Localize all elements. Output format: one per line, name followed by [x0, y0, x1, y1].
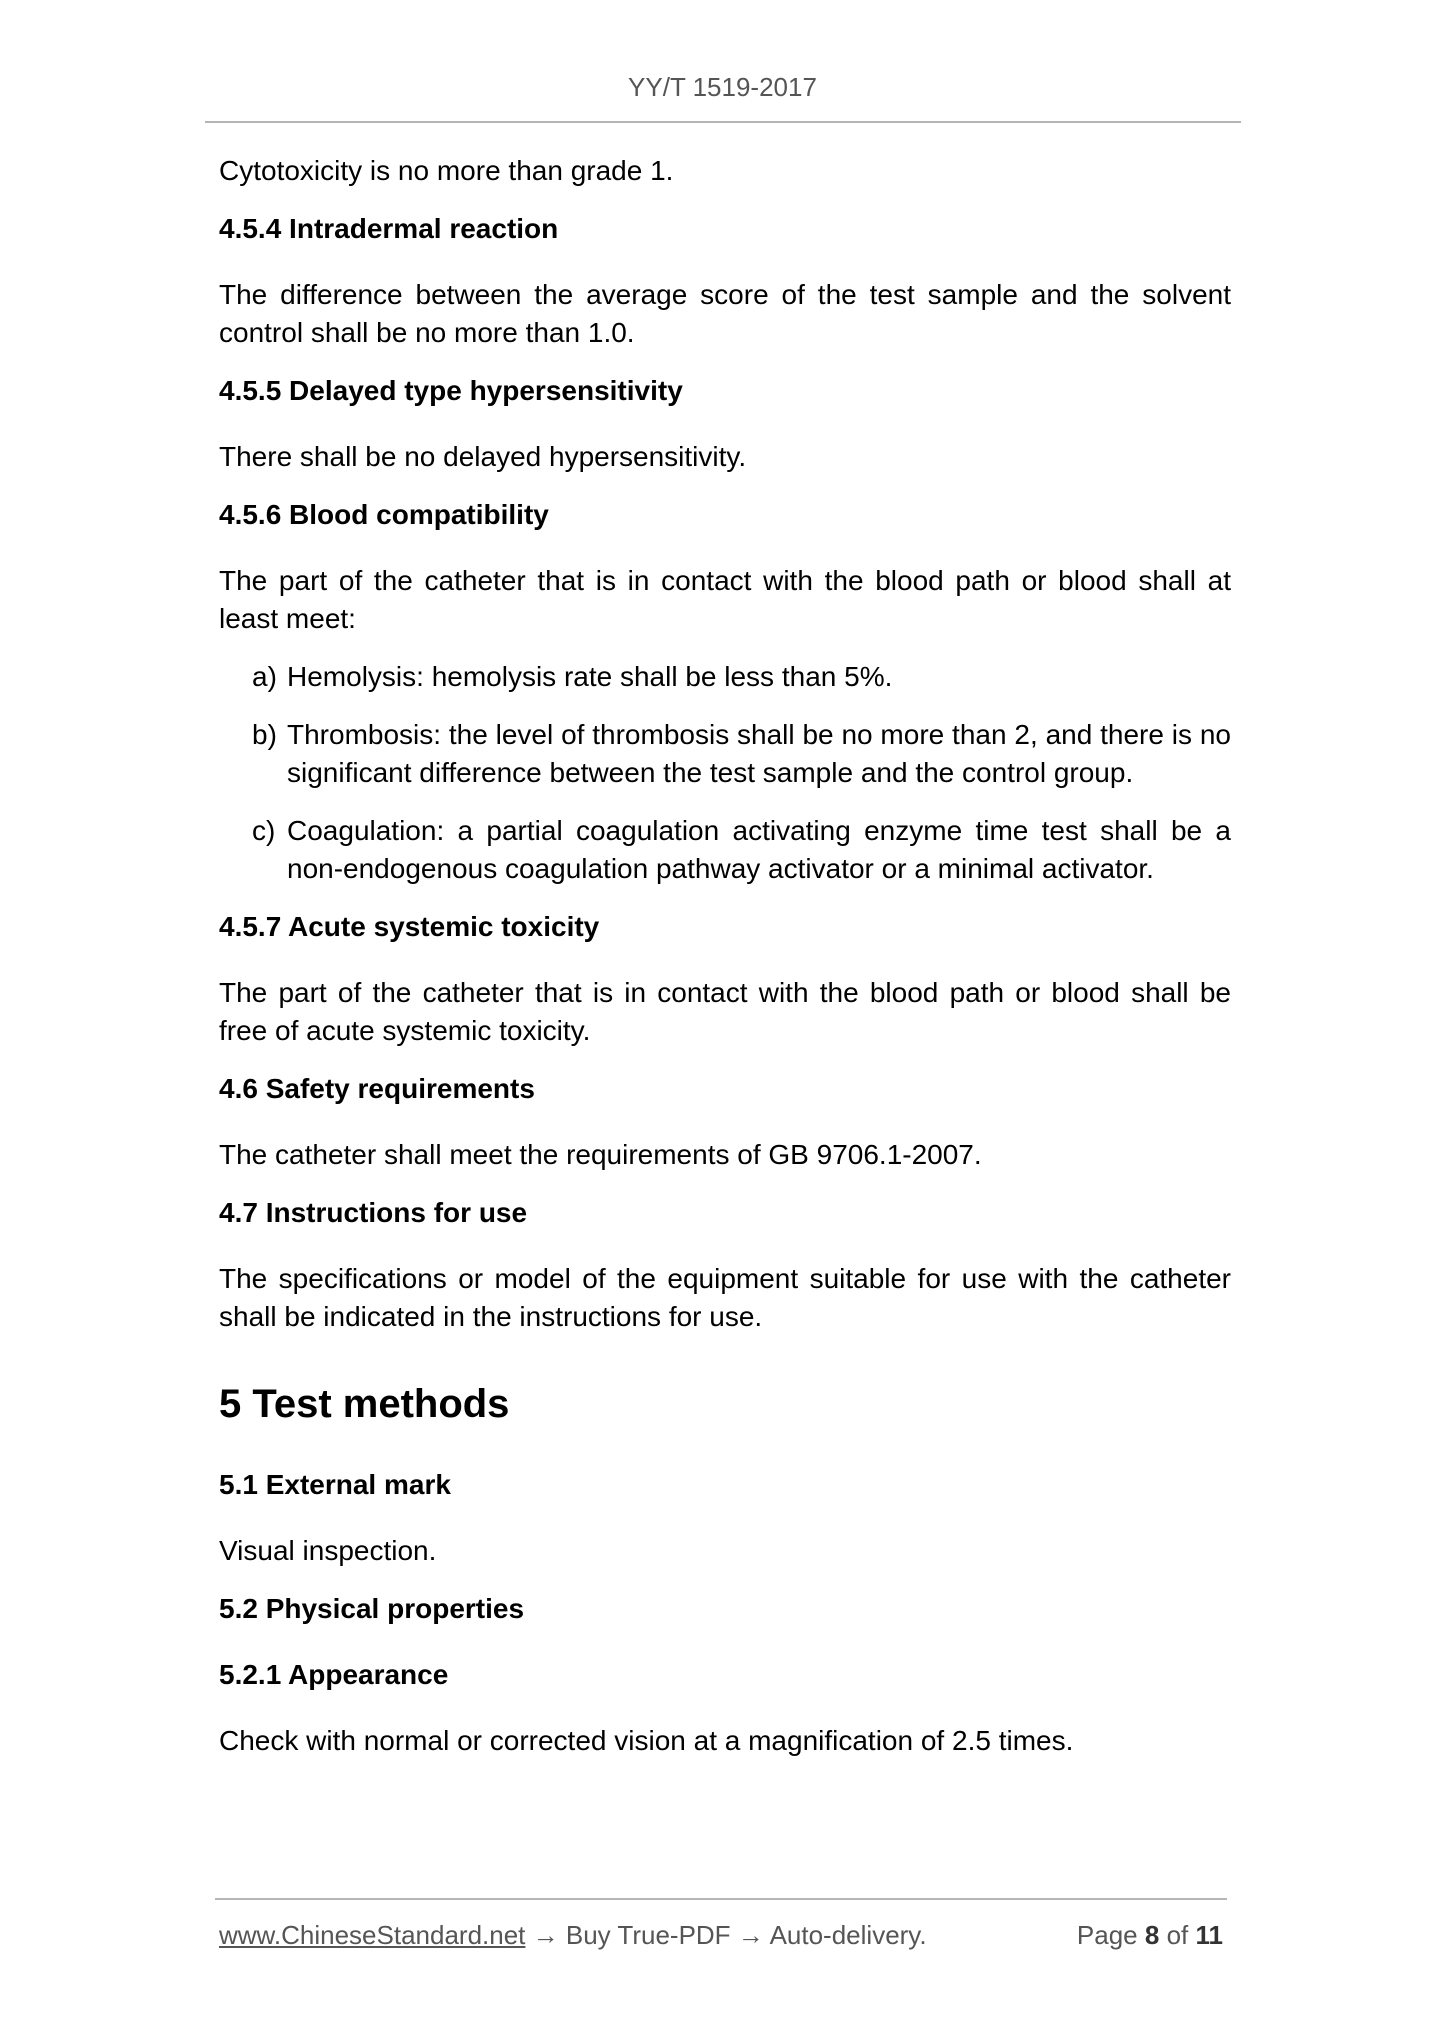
intradermal-reaction-paragraph: The difference between the average score of the test sample and the solvent control shall be no more than 1.0.: [219, 279, 1231, 348]
appearance-paragraph: Check with normal or corrected vision at a magnification of 2.5 times.: [219, 1725, 1074, 1756]
list-marker: c): [252, 815, 276, 846]
blood-compatibility-list: [219, 658, 1231, 888]
chapter-heading-5: 5 Test methods: [219, 1382, 510, 1426]
page-number: [1077, 1918, 1223, 1952]
list-item: [219, 658, 1231, 696]
list-marker: b): [252, 719, 277, 750]
list-item-text: Coagulation: a partial coagulation activating enzyme time test shall be a non-endogenous coagulation pathway activator or a minimal activator.: [287, 815, 1231, 884]
document-body: [219, 152, 1231, 1760]
website-link[interactable]: www.ChineseStandard.net: [219, 1920, 526, 1950]
acute-toxicity-paragraph: The part of the catheter that is in contact with the blood path or blood shall be free of acute systemic toxicity.: [219, 977, 1231, 1046]
header-divider: [205, 121, 1241, 123]
section-heading-4-5-6: 4.5.6 Blood compatibility: [219, 499, 549, 530]
section-heading-5-2: 5.2 Physical properties: [219, 1593, 525, 1624]
safety-requirements-paragraph: The catheter shall meet the requirements of GB 9706.1-2007.: [219, 1139, 982, 1170]
list-marker: a): [252, 661, 277, 692]
footer-tagline: → Buy True-PDF → Auto-delivery.: [525, 1920, 927, 1950]
section-heading-4-7: 4.7 Instructions for use: [219, 1197, 528, 1228]
page-word: Page: [1076, 1920, 1138, 1950]
section-heading-4-5-4: 4.5.4 Intradermal reaction: [219, 213, 559, 244]
instructions-paragraph: The specifications or model of the equipment suitable for use with the catheter shall be indicated in the instructions for use.: [219, 1263, 1231, 1332]
section-heading-5-1: 5.1 External mark: [219, 1469, 451, 1500]
page-of-word: of: [1166, 1920, 1189, 1950]
section-heading-5-2-1: 5.2.1 Appearance: [219, 1659, 449, 1690]
list-item-text: Thrombosis: the level of thrombosis shall be no more than 2, and there is no significant difference between the test sample and the control group.: [287, 719, 1231, 788]
blood-compatibility-paragraph: The part of the catheter that is in contact with the blood path or blood shall at least meet:: [219, 565, 1231, 634]
list-item: [219, 716, 1231, 792]
external-mark-paragraph: Visual inspection.: [219, 1535, 437, 1566]
section-heading-4-6: 4.6 Safety requirements: [219, 1073, 535, 1104]
list-item: [219, 812, 1231, 888]
page-header-title: YY/T 1519-2017: [628, 72, 817, 102]
page-footer: [219, 1918, 1223, 1952]
page-current: 8: [1144, 1920, 1160, 1950]
hypersensitivity-paragraph: There shall be no delayed hypersensitivity.: [219, 441, 747, 472]
section-heading-4-5-7: 4.5.7 Acute systemic toxicity: [219, 911, 600, 942]
footer-divider: [215, 1898, 1227, 1900]
list-item-text: Hemolysis: hemolysis rate shall be less than 5%.: [287, 661, 893, 692]
cytotoxicity-paragraph: Cytotoxicity is no more than grade 1.: [219, 155, 674, 186]
section-heading-4-5-5: 4.5.5 Delayed type hypersensitivity: [219, 375, 683, 406]
page-total: 11: [1195, 1920, 1223, 1950]
